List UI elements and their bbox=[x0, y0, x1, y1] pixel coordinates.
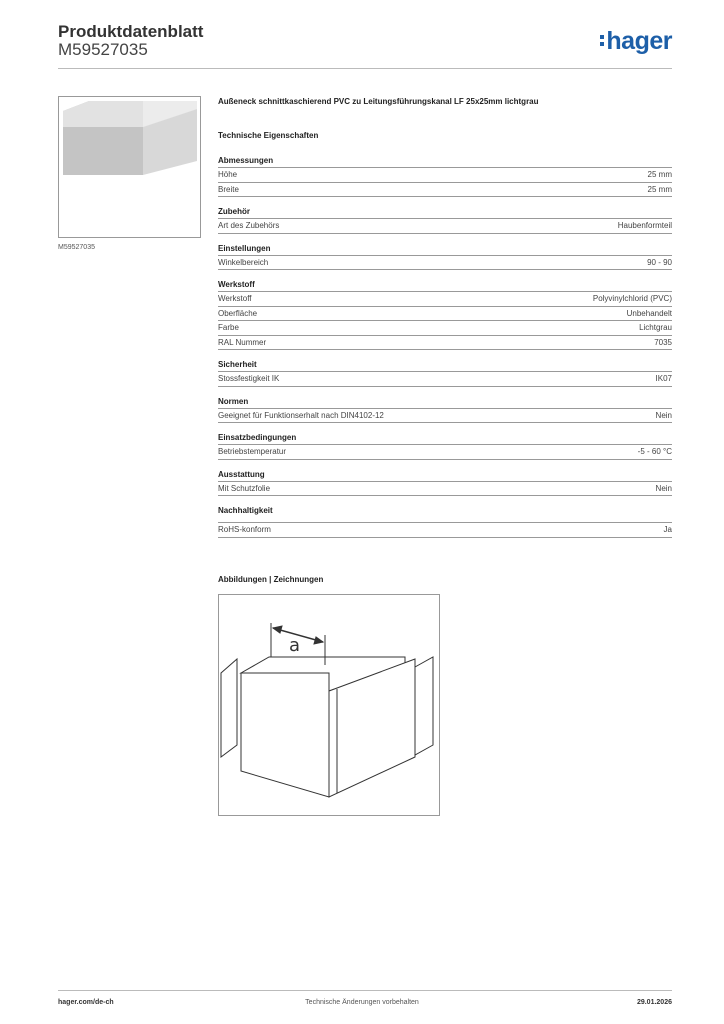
spec-group bbox=[218, 433, 672, 460]
spec-label: Stossfestigkeit IK bbox=[218, 374, 280, 383]
footer-website[interactable]: hager.com/de-ch bbox=[58, 999, 114, 1006]
spec-value: Unbehandelt bbox=[626, 308, 672, 318]
spec-group-title: Einsatzbedingungen bbox=[218, 433, 672, 445]
spec-group-title: Werkstoff bbox=[218, 280, 672, 292]
spec-group bbox=[218, 506, 672, 538]
footer-date: 29.01.2026 bbox=[636, 999, 672, 1006]
spec-label: Oberfläche bbox=[218, 308, 258, 318]
spec-label: RAL Nummer bbox=[218, 337, 267, 347]
spec-row bbox=[218, 168, 672, 183]
spec-value: 25 mm bbox=[647, 184, 672, 194]
product-thumbnail bbox=[58, 96, 201, 238]
footer-divider bbox=[58, 990, 672, 991]
spec-label: Breite bbox=[218, 184, 239, 194]
spec-value: Nein bbox=[655, 483, 672, 493]
spec-group-title: Normen bbox=[218, 397, 672, 409]
spec-value: 7035 bbox=[654, 337, 672, 347]
spec-table bbox=[218, 156, 672, 548]
product-photo-icon bbox=[59, 97, 200, 237]
spec-label: Mit Schutzfolie bbox=[218, 483, 271, 493]
spec-row bbox=[218, 256, 672, 271]
spec-value: Nein bbox=[655, 410, 672, 420]
spec-value: Ja bbox=[663, 525, 672, 534]
thumbnail-caption: M59527035 bbox=[58, 244, 95, 251]
spec-label: Höhe bbox=[218, 170, 238, 179]
spec-row bbox=[218, 372, 672, 387]
spec-label: Betriebstemperatur bbox=[218, 447, 287, 456]
spec-group bbox=[218, 156, 672, 197]
spec-value: IK07 bbox=[655, 374, 672, 383]
tech-properties-heading: Technische Eigenschaften bbox=[218, 131, 319, 140]
footer-notice: Technische Änderungen vorbehalten bbox=[305, 999, 419, 1006]
spec-value: Polyvinylchlorid (PVC) bbox=[592, 294, 672, 303]
spec-label: Winkelbereich bbox=[218, 257, 269, 267]
spec-value: 25 mm bbox=[647, 170, 672, 179]
spec-value: 90 - 90 bbox=[647, 257, 672, 267]
spec-row bbox=[218, 409, 672, 424]
spec-group bbox=[218, 397, 672, 424]
spec-group-title: Einstellungen bbox=[218, 244, 672, 256]
spec-group bbox=[218, 244, 672, 271]
spec-row bbox=[218, 183, 672, 198]
spec-group bbox=[218, 280, 672, 350]
product-description: Außeneck schnittkaschierend PVC zu Leitungsführungskanal LF 25x25mm lichtgrau bbox=[218, 97, 539, 106]
spec-row bbox=[218, 307, 672, 322]
article-number: M59527035 bbox=[58, 40, 148, 59]
spec-label: Geeignet für Funktionserhalt nach DIN4102-12 bbox=[218, 410, 384, 420]
spec-row bbox=[218, 445, 672, 460]
spec-value: -5 - 60 °C bbox=[637, 447, 672, 456]
spec-group bbox=[218, 207, 672, 234]
spec-group-title: Nachhaltigkeit bbox=[218, 506, 672, 523]
outer-corner-drawing-icon bbox=[219, 595, 439, 815]
hager-logo bbox=[600, 27, 672, 56]
spec-value: Lichtgrau bbox=[639, 323, 672, 332]
spec-group-title: Sicherheit bbox=[218, 360, 672, 372]
spec-label: Art des Zubehörs bbox=[218, 221, 280, 230]
technical-drawing bbox=[218, 594, 440, 816]
spec-row bbox=[218, 292, 672, 307]
spec-value: Haubenformteil bbox=[617, 221, 672, 230]
spec-group bbox=[218, 470, 672, 497]
spec-label: RoHS-konform bbox=[218, 525, 271, 534]
spec-row bbox=[218, 219, 672, 234]
spec-group-title: Abmessungen bbox=[218, 156, 672, 168]
spec-group bbox=[218, 360, 672, 387]
spec-label: Werkstoff bbox=[218, 294, 252, 303]
spec-label: Farbe bbox=[218, 323, 239, 332]
spec-row bbox=[218, 482, 672, 497]
logo-dots-icon bbox=[600, 35, 605, 46]
spec-row bbox=[218, 336, 672, 351]
drawings-heading: Abbildungen | Zeichnungen bbox=[218, 575, 324, 584]
spec-group-title: Ausstattung bbox=[218, 470, 672, 482]
spec-group-title: Zubehör bbox=[218, 207, 672, 219]
document-title: Produktdatenblatt bbox=[58, 22, 204, 41]
dimension-label: a bbox=[289, 635, 301, 656]
spec-row bbox=[218, 321, 672, 336]
spec-row bbox=[218, 523, 672, 538]
logo-text: hager bbox=[606, 27, 672, 55]
header-divider bbox=[58, 68, 672, 69]
